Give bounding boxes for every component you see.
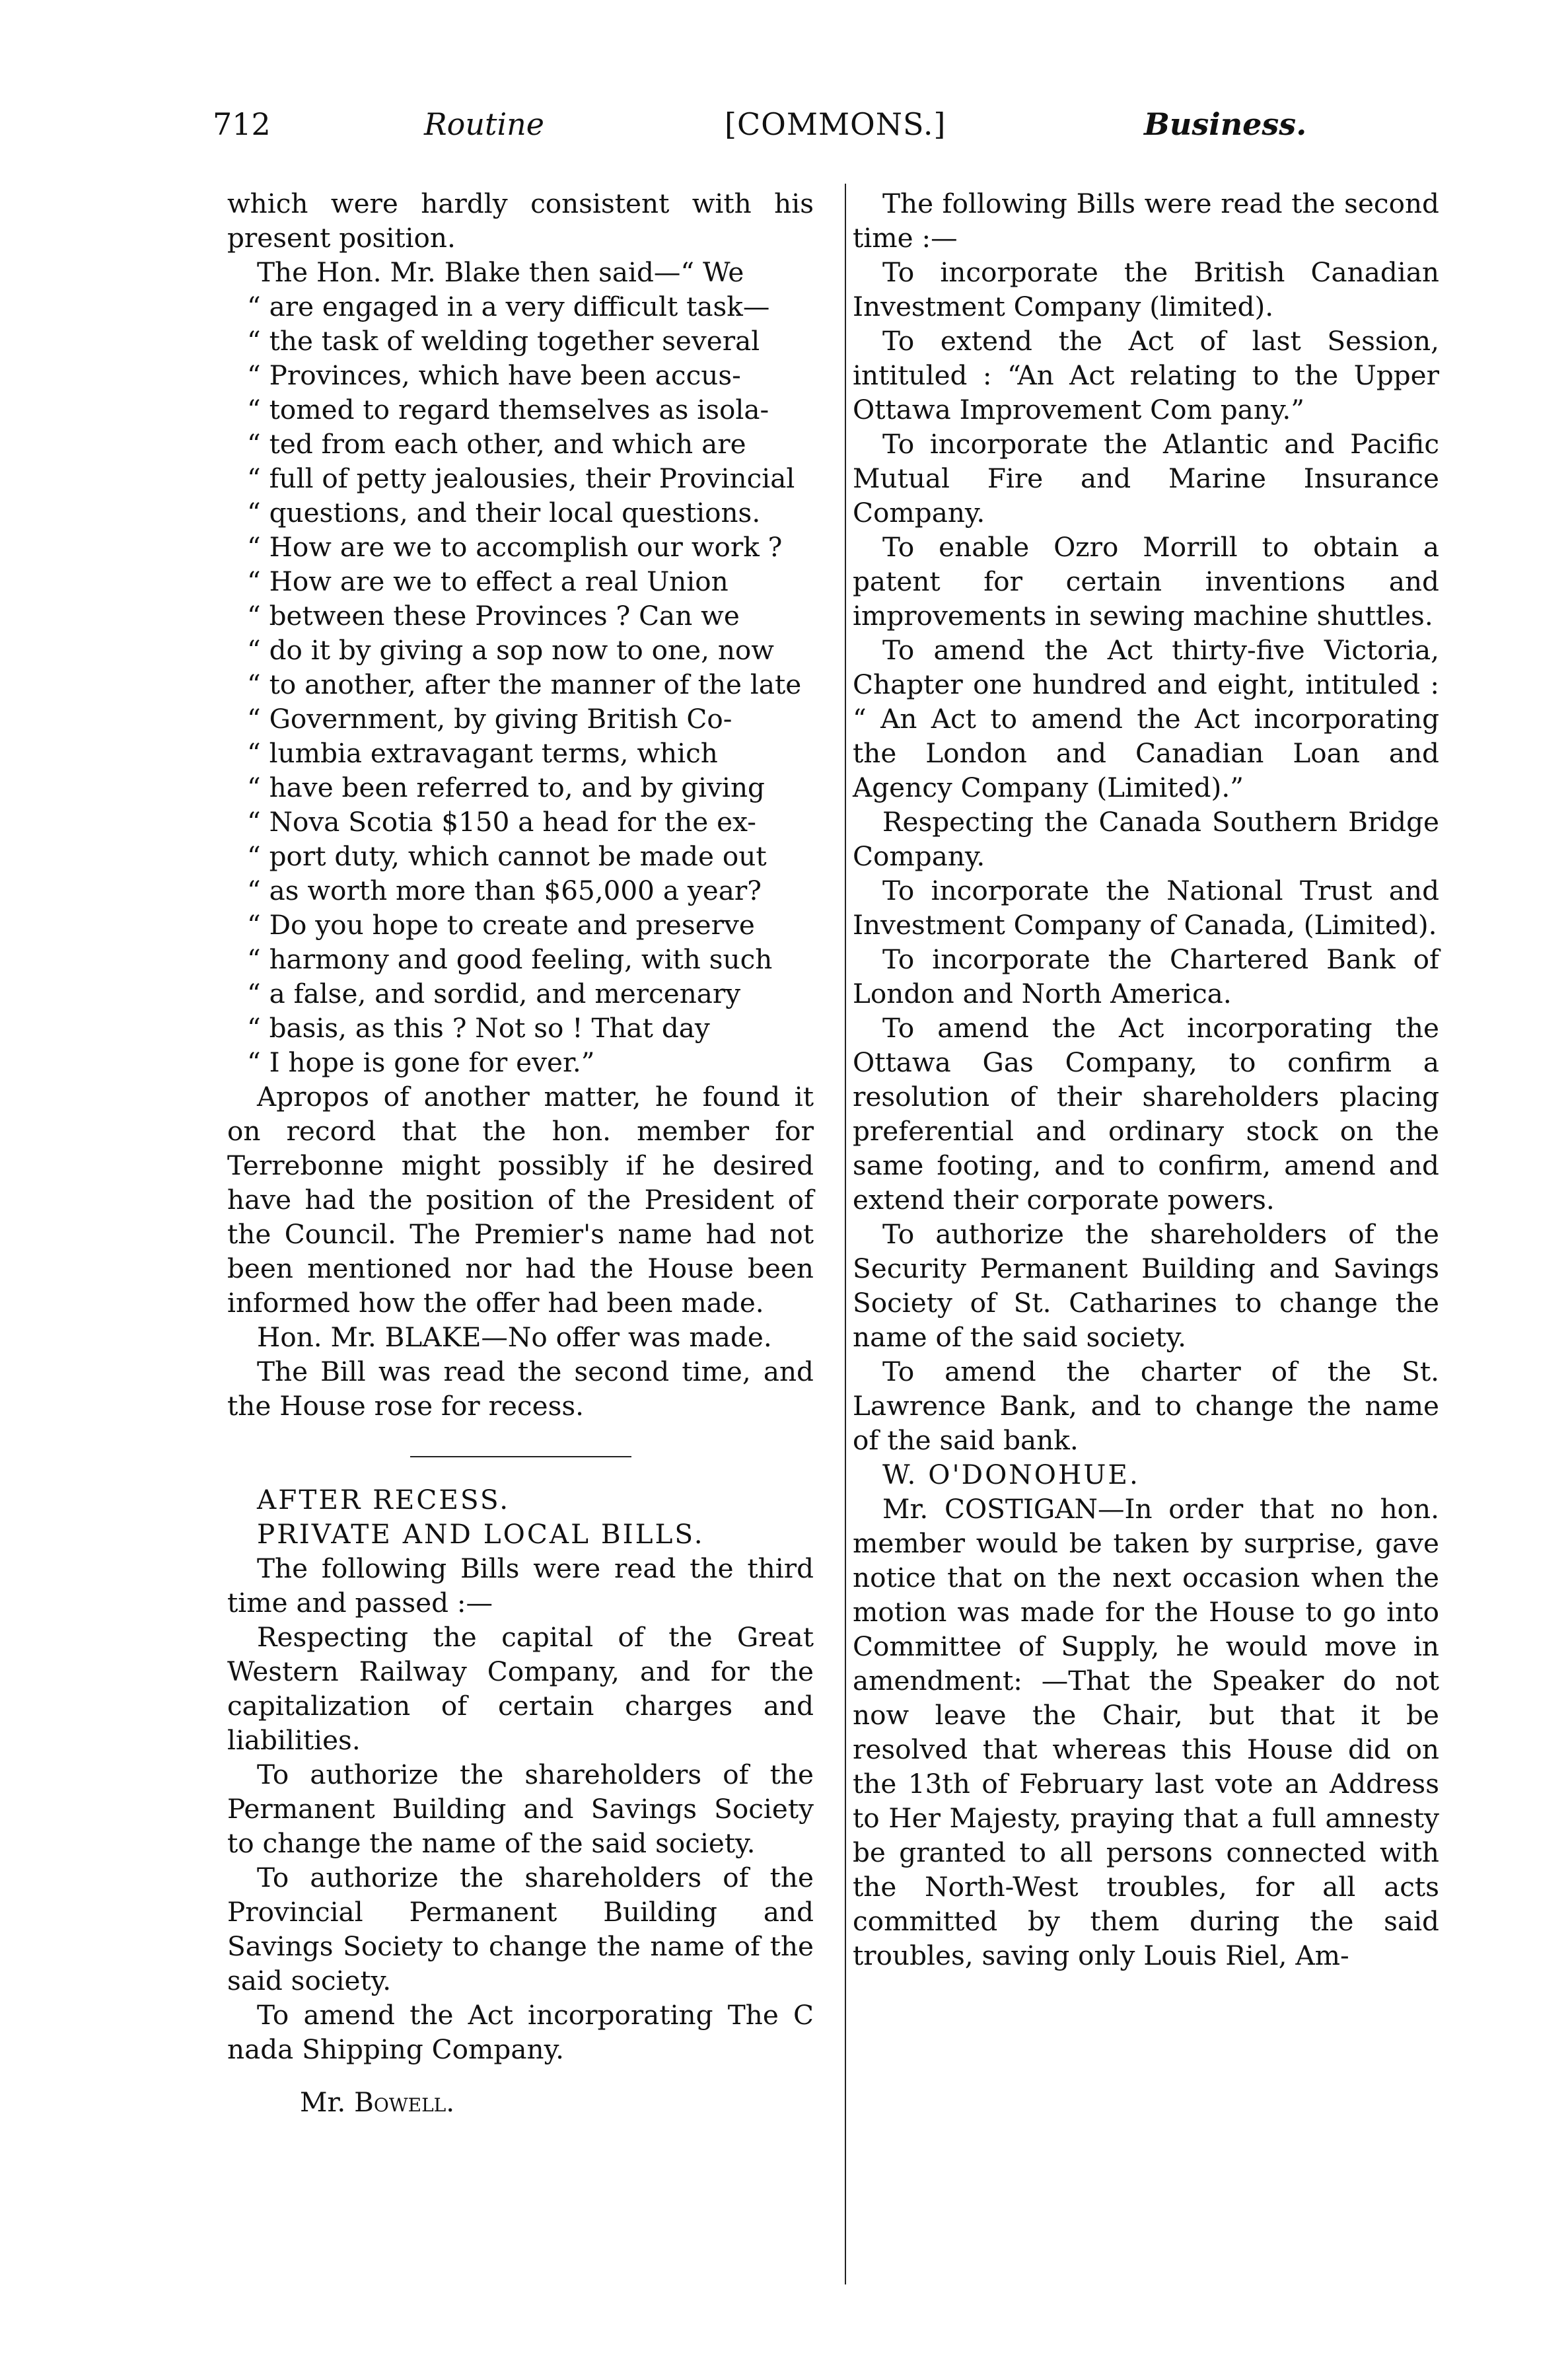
quote-line: “ lumbia extravagant terms, which: [247, 737, 718, 769]
quote-line: “ Do you hope to create and preserve: [247, 909, 755, 941]
quote-line: “ ted from each other, and which are: [247, 428, 746, 460]
quote-line: “ questions, and their local questions.: [247, 497, 761, 529]
left-column: [227, 186, 814, 2119]
paragraph: To incorporate the British Canadian Investment Company (limited).: [853, 256, 1439, 322]
paragraph: To incorporate the National Trust and Investment Company of Canada, (Limited).: [853, 875, 1439, 941]
quote-line: “ full of petty jealousies, their Provincial: [247, 462, 795, 494]
quote-line: “ the task of welding together several: [247, 325, 760, 357]
signoff-prefix: Mr.: [300, 2086, 355, 2118]
section-heading-odonohue: W. O'DONOHUE.: [882, 1459, 1140, 1490]
quote-line: “ I hope is gone for ever.”: [247, 1046, 595, 1078]
quote-line: “ basis, as this ? Not so ! That day: [247, 1012, 710, 1044]
paragraph: To enable Ozro Morrill to obtain a patent for certain inventions and improvements in sewing machine shuttles.: [853, 531, 1439, 632]
running-head-right: Business.: [1144, 106, 1307, 142]
paragraph: To amend the Act thirty-five Victoria, Chapter one hundred and eight, intituled : “ An Act to amend the Act incorporating the London and Canadian Loan and Agency Company (Limited).”: [853, 634, 1439, 803]
quote-line: “ have been referred to, and by giving: [247, 772, 765, 803]
paragraph: To amend the charter of the St. Lawrence Bank, and to change the name of the said bank.: [853, 1356, 1439, 1456]
section-heading-private-bills: PRIVATE AND LOCAL BILLS.: [257, 1518, 705, 1550]
paragraph: Mr. COSTIGAN—In order that no hon. member would be taken by surprise, gave notice that on the next occasion when the motion was made for the House to go into Committee of Supply, he would move in amendment: —That the Speaker do not now leave the Chair, but that it be resolved that whereas this House did on the 13th of February last vote an Address to Her Majesty, praying that a full amnesty be granted to all persons connected with the North-West troubles, for all acts committed by them during the said troubles, saving only Louis Riel, Am-: [853, 1493, 1439, 1971]
quote-line: “ to another, after the manner of the late: [247, 669, 802, 700]
paragraph: Hon. Mr. BLAKE—No offer was made.: [257, 1321, 772, 1353]
paragraph: Respecting the capital of the Great Western Railway Company, and for the capitalization of certain charges and liabilities.: [227, 1621, 814, 1756]
quote-line: “ are engaged in a very difficult task—: [247, 291, 770, 322]
right-column: [853, 186, 1439, 1973]
paragraph: To amend the Act incorporating the Ottawa Gas Company, to confirm a resolution of their shareholders placing preferential and ordinary stock on the same footing, and to confirm, amend and extend their corporate powers.: [853, 1012, 1439, 1216]
column-rule: [845, 184, 846, 2284]
paragraph: To amend the Act incorporating The C nada Shipping Company.: [227, 1999, 814, 2065]
running-head-left: Routine: [424, 106, 545, 142]
paragraph: To incorporate the Chartered Bank of London and North America.: [853, 943, 1439, 1009]
quote-line: “ How are we to accomplish our work ?: [247, 531, 783, 563]
section-divider: [410, 1456, 631, 1457]
quote-line: “ do it by giving a sop now to one, now: [247, 634, 774, 666]
paragraph: The following Bills were read the third time and passed :—: [227, 1552, 814, 1619]
paragraph: To authorize the shareholders of the Permanent Building and Savings Society to change the name of the said society.: [227, 1759, 814, 1859]
quote-line: “ tomed to regard themselves as isola-: [247, 394, 769, 425]
paragraph: To extend the Act of last Session, intituled : “An Act relating to the Upper Ottawa Improvement Com pany.”: [853, 325, 1439, 425]
quote-line: “ harmony and good feeling, with such: [247, 943, 773, 975]
quote-line: “ a false, and sordid, and mercenary: [247, 978, 741, 1009]
quote-line: “ as worth more than $65,000 a year?: [247, 875, 762, 906]
quote-line: “ Nova Scotia $150 a head for the ex-: [247, 806, 756, 838]
paragraph: which were hardly consistent with his present position.: [227, 188, 814, 254]
signoff-name: Bowell.: [354, 2086, 455, 2118]
section-heading-after-recess: AFTER RECESS.: [257, 1484, 511, 1515]
quote-line: “ Government, by giving British Co-: [247, 703, 732, 735]
paragraph: To authorize the shareholders of the Security Permanent Building and Savings Society of St. Catharines to change the name of the said society.: [853, 1218, 1439, 1353]
speaker-signoff: [300, 2085, 814, 2119]
paragraph: To authorize the shareholders of the Provincial Permanent Building and Savings Society to change the name of the said society.: [227, 1862, 814, 1996]
paragraph: To incorporate the Atlantic and Pacific Mutual Fire and Marine Insurance Company.: [853, 428, 1439, 529]
quote-line: “ How are we to effect a real Union: [247, 565, 729, 597]
page-number: 712: [213, 106, 271, 142]
quote-line: “ Provinces, which have been accus-: [247, 359, 741, 391]
quote-line: “ between these Provinces ? Can we: [247, 600, 740, 632]
paragraph: Apropos of another matter, he found it on record that the hon. member for Terrebonne might possibly if he desired have had the position of the President of the Council. The Premier's name had not been mentioned nor had the House been informed how the offer had been made.: [227, 1081, 814, 1319]
quote-line: “ port duty, which cannot be made out: [247, 840, 767, 872]
running-head-center: [COMMONS.]: [725, 106, 946, 142]
paragraph: The following Bills were read the second time :—: [853, 188, 1439, 254]
paragraph: The Bill was read the second time, and the House rose for recess.: [227, 1356, 814, 1422]
paragraph: Respecting the Canada Southern Bridge Company.: [853, 806, 1439, 872]
paragraph: The Hon. Mr. Blake then said—“ We: [257, 256, 744, 288]
